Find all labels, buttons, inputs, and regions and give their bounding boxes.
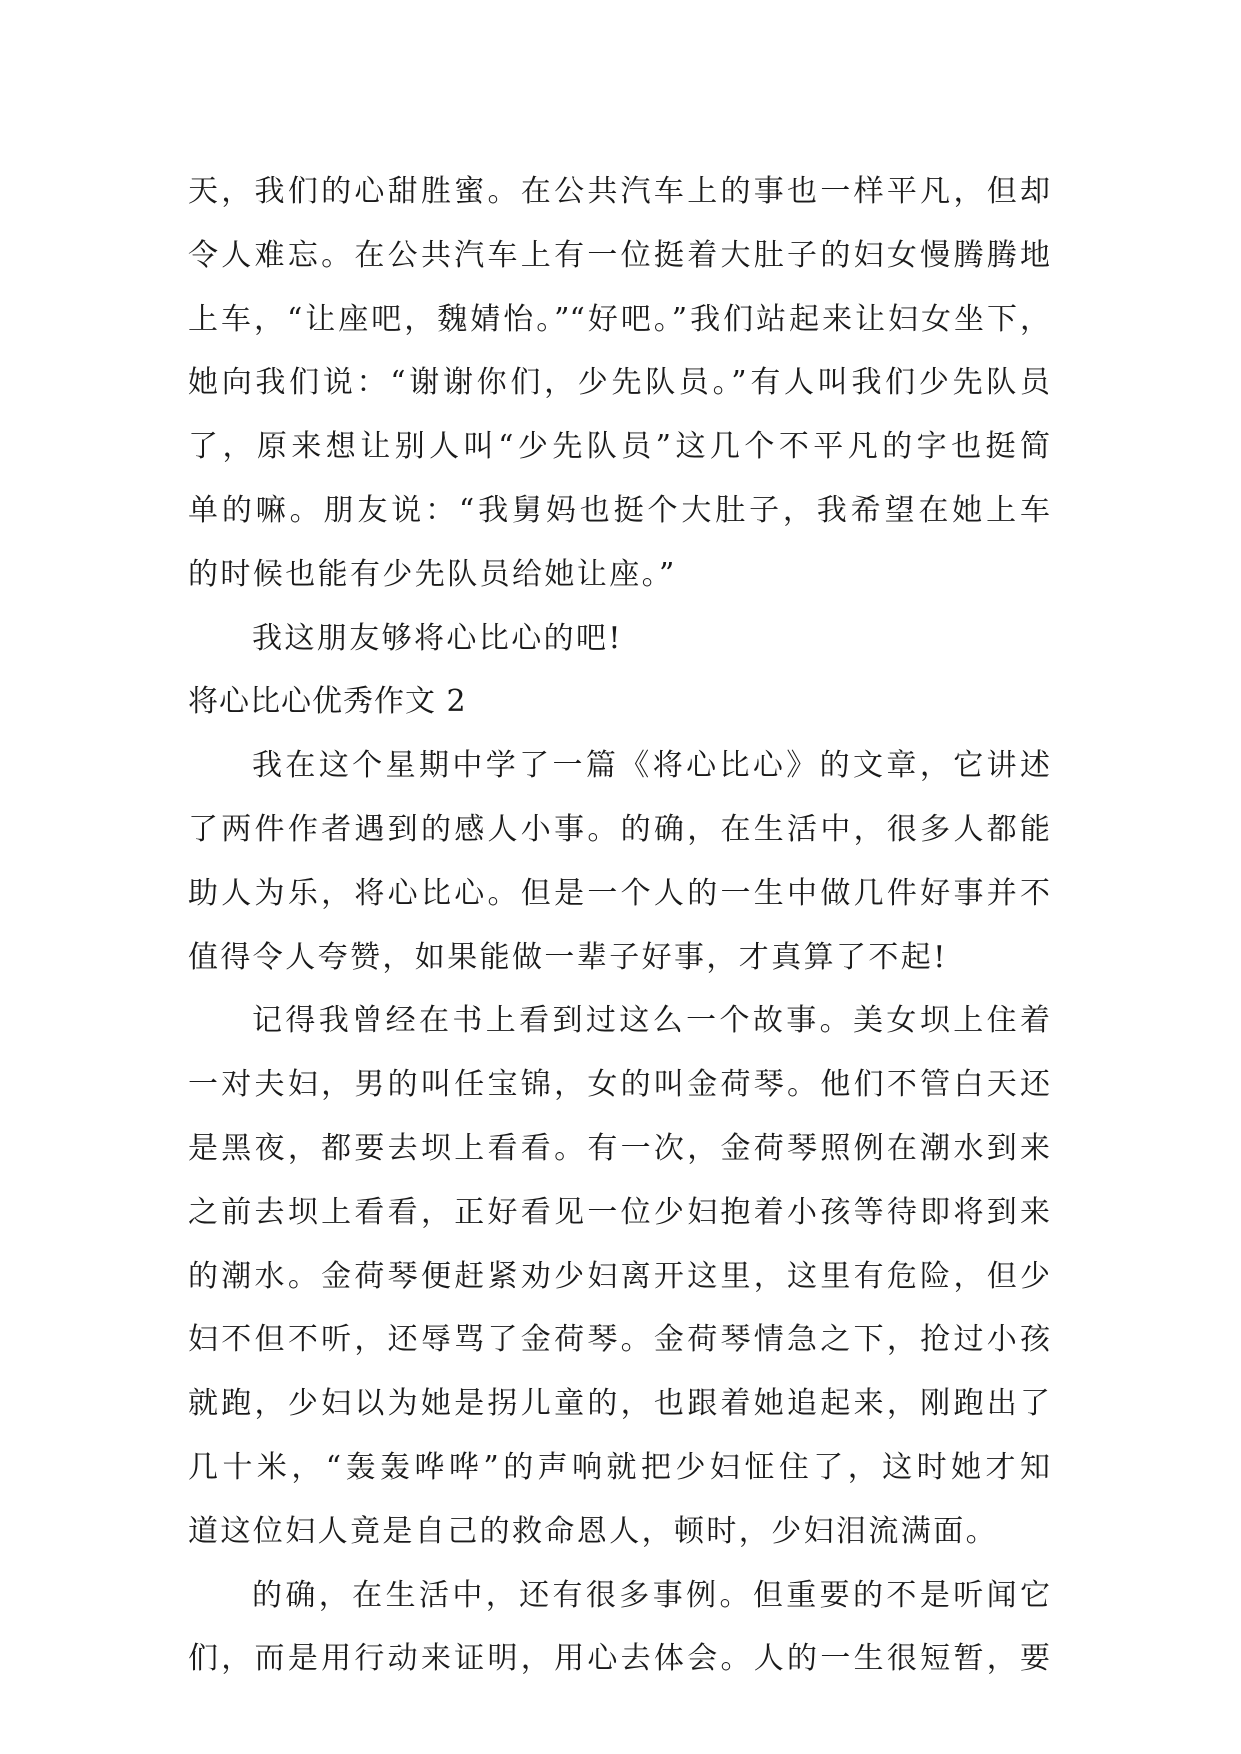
text-line: 的确，在生活中，还有很多事例。但重要的不是听闻它 [252,1577,1050,1613]
text-line: 记得我曾经在书上看到过这么一个故事。美女坝上住着 [252,1003,1050,1039]
text-line: 我在这个星期中学了一篇《将心比心》的文章，它讲述 [252,748,1050,784]
text-line: 的潮水。金荷琴便赶紧劝少妇离开这里，这里有危险，但少 [188,1258,1050,1294]
text-line: 之前去坝上看看，正好看见一位少妇抱着小孩等待即将到来 [188,1194,1050,1230]
text-line: 妇不但不听，还辱骂了金荷琴。金荷琴情急之下，抢过小孩 [188,1322,1050,1358]
text-line: 一对夫妇，男的叫任宝锦，女的叫金荷琴。他们不管白天还 [188,1067,1050,1103]
text-line: 天，我们的心甜胜蜜。在公共汽车上的事也一样平凡，但却 [188,174,1050,209]
text-line: 的时候也能有少先队员给她让座。” [188,556,677,592]
closing-line: 我这朋友够将心比心的吧! [252,620,623,656]
text-line: 了，原来想让别人叫“少先队员”这几个不平凡的字也挺简 [188,429,1050,465]
section-title: 将心比心优秀作文 2 [188,684,467,720]
text-line: 上车，“让座吧，魏婧怡。”“好吧。”我们站起来让妇女坐下， [188,301,1050,337]
text-line: 是黑夜，都要去坝上看看。有一次，金荷琴照例在潮水到来 [188,1130,1050,1166]
text-line: 了两件作者遇到的感人小事。的确，在生活中，很多人都能 [188,811,1050,847]
text-line: 道这位妇人竟是自己的救命恩人，顿时，少妇泪流满面。 [188,1513,998,1549]
text-line: 令人难忘。在公共汽车上有一位挺着大肚子的妇女慢腾腾地 [188,237,1050,273]
paragraph-4 [188,1564,1050,1692]
text-line: 就跑，少妇以为她是拐儿童的，也跟着她追起来，刚跑出了 [188,1386,1050,1422]
document-body [188,160,1050,1691]
text-line: 几十米，“轰轰哗哗”的声响就把少妇怔住了，这时她才知 [188,1449,1050,1485]
paragraph-2 [188,734,1050,989]
text-line: 值得令人夸赞，如果能做一辈子好事，才真算了不起! [188,939,948,975]
paragraph-1 [188,160,1050,607]
text-line: 助人为乐，将心比心。但是一个人的一生中做几件好事并不 [188,875,1050,911]
paragraph-3 [188,989,1050,1563]
text-line: 们，而是用行动来证明，用心去体会。人的一生很短暂，要 [188,1641,1050,1677]
text-line: 单的嘛。朋友说：“我舅妈也挺个大肚子，我希望在她上车 [188,492,1050,528]
text-line: 她向我们说：“谢谢你们，少先队员。”有人叫我们少先队员 [188,365,1050,401]
